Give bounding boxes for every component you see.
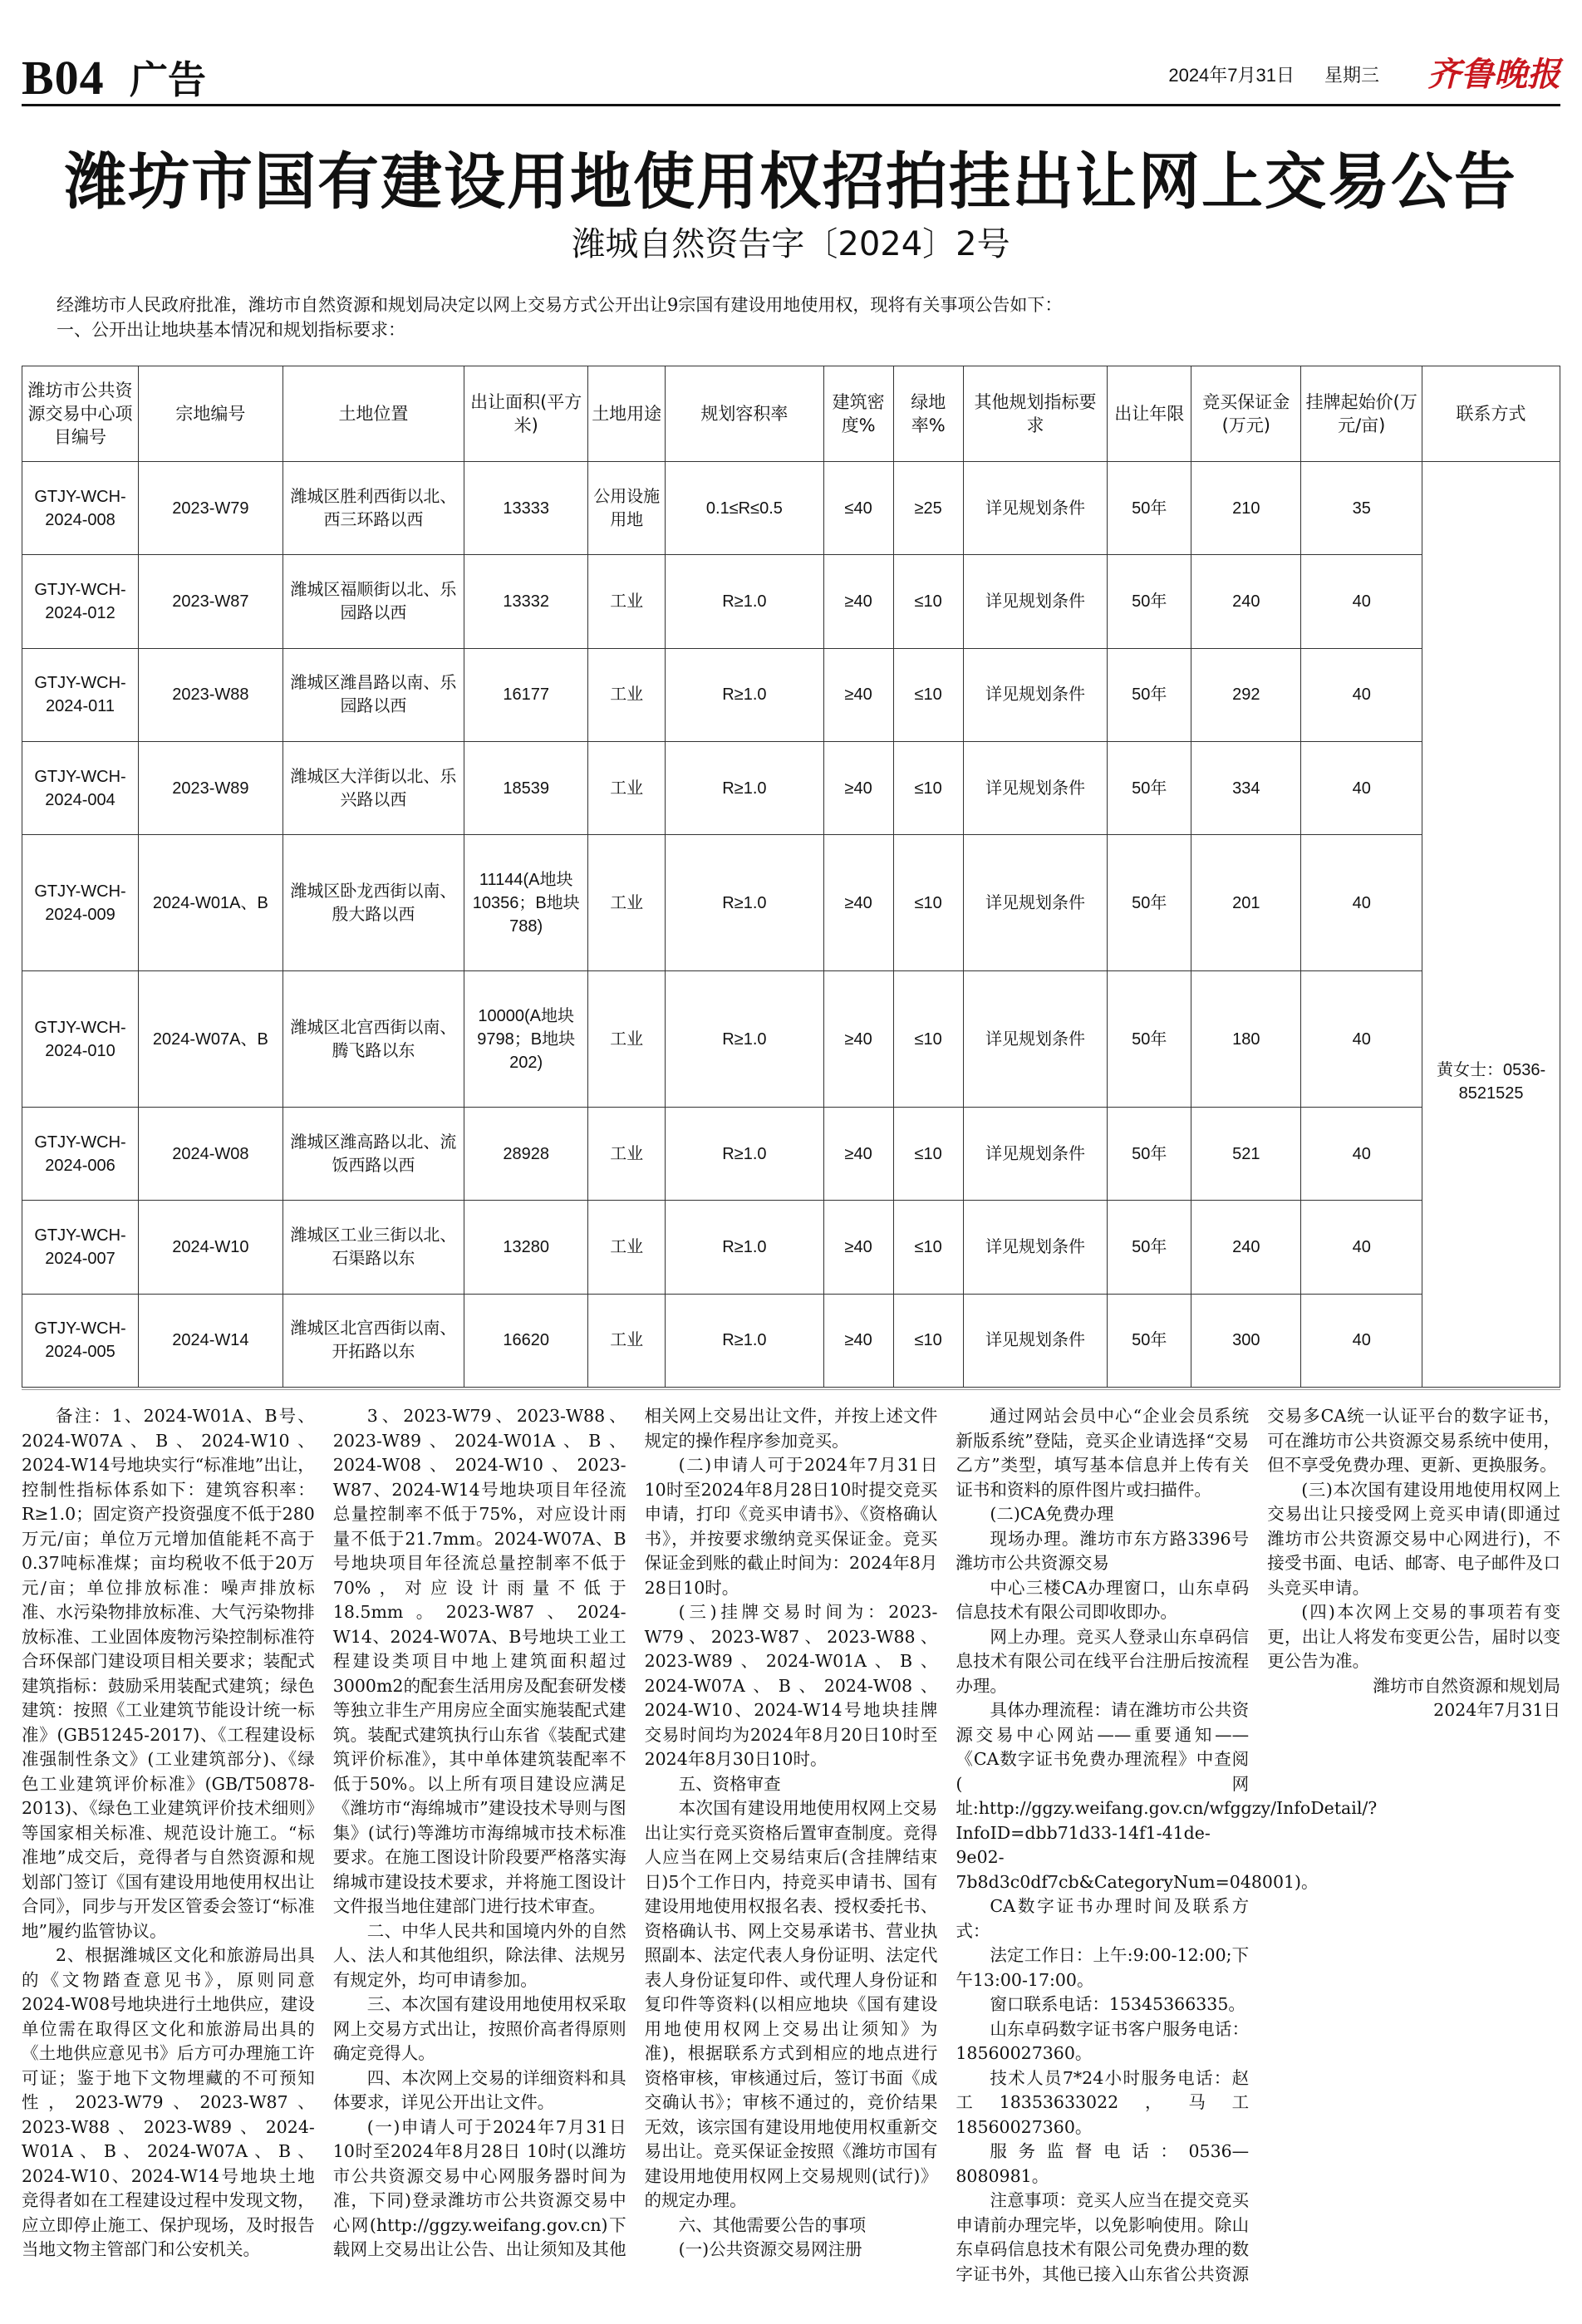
cell-area: 13332 bbox=[464, 555, 588, 648]
body-paragraph: 网上办理。竞买人登录山东卓码信息技术有限公司在线平台注册后按流程办理。 bbox=[956, 1626, 1250, 1696]
cell-location: 潍城区大洋街以北、乐兴路以西 bbox=[282, 741, 464, 834]
cell-location: 潍城区潍昌路以南、乐园路以西 bbox=[282, 648, 464, 741]
cell-parcel: 2024-W07A、B bbox=[139, 971, 283, 1108]
body-paragraph: 通过网站会员中心“企业会员系统新版系统”登陆，竞买企业请选择“交易乙方”类型，填写基本信息并上传有关证书和资料的原件图片或扫描件。 bbox=[956, 1406, 1250, 1500]
table-bottom-divider bbox=[22, 1389, 1560, 1390]
table-row bbox=[22, 835, 1560, 971]
body-paragraph: 备注：1、2024-W01A、B号、2024-W07A、B、2024-W10、2024-W14号地块实行“标准地”出让，控制性指标体系如下：建筑容积率：R≥1.0；固定资产投资强度不低于280万元/亩；单位万元增加值能耗不高于0.37吨标准煤；亩均税收不低于20万元/亩；单位排放标准：噪声排放标准、水污染物排放标准、大气污染物排放标准、工业固体废物污染控制标准符合环保部门建设项目相关要求；装配式建筑指标：鼓励采用装配式建筑；绿色建筑：按照《工业建筑节能设计统一标准》(GB51245-2017)、《工程建设标准强制性条文》(工业建筑部分)、《绿色工业建筑评价标准》(GB/T50878-2013)、《绿色工业建筑评价技术细则》等国家相关标准、规范设计施工。“标准地”成交后，竞得者与自然资源和规划部门签订《国有建设用地使用权出让合同》，同步与开发区管委会签订“标准地”履约监管协议。 bbox=[22, 1406, 315, 1941]
cell-density: ≥40 bbox=[823, 741, 893, 834]
cell-green: ≤10 bbox=[893, 1294, 963, 1387]
body-paragraph: CA数字证书办理时间及联系方式： bbox=[956, 1896, 1250, 1941]
cell-term: 50年 bbox=[1108, 971, 1191, 1108]
table-row bbox=[22, 1108, 1560, 1201]
announcement-body bbox=[22, 1404, 1560, 2310]
cell-price: 40 bbox=[1301, 835, 1422, 971]
cell-location: 潍城区工业三街以北、石渠路以东 bbox=[282, 1201, 464, 1294]
footer-issuer: 潍坊市自然资源和规划局 bbox=[1373, 1675, 1560, 1696]
cell-use: 工业 bbox=[588, 1108, 666, 1201]
column-header: 挂牌起始价(万元/亩) bbox=[1301, 366, 1422, 462]
cell-area: 13333 bbox=[464, 462, 588, 555]
cell-deposit: 210 bbox=[1191, 462, 1301, 555]
footer-date: 2024年7月31日 bbox=[1433, 1700, 1560, 1720]
cell-parcel: 2023-W89 bbox=[139, 741, 283, 834]
body-paragraph: (二)申请人可于2024年7月31日10时至2024年8月28日10时提交竞买申请，打印《竞买申请书》、《资格确认书》，并按要求缴纳竞买保证金。竞买保证金到账的截止时间为：2024年8月28日10时。 bbox=[644, 1455, 938, 1598]
table-row bbox=[22, 555, 1560, 648]
table-row bbox=[22, 971, 1560, 1108]
cell-parcel: 2024-W10 bbox=[139, 1201, 283, 1294]
cell-green: ≤10 bbox=[893, 1108, 963, 1201]
body-paragraph: 技术人员7*24小时服务电话：赵工18353633022，马工18560027360。 bbox=[956, 2067, 1250, 2137]
cell-location: 潍城区卧龙西街以南、殷大路以西 bbox=[282, 835, 464, 971]
table-row bbox=[22, 462, 1560, 555]
cell-other: 详见规划条件 bbox=[963, 1201, 1108, 1294]
cell-green: ≤10 bbox=[893, 741, 963, 834]
section-name: 广告 bbox=[130, 57, 206, 102]
cell-other: 详见规划条件 bbox=[963, 1294, 1108, 1387]
column-header: 建筑密度% bbox=[823, 366, 893, 462]
cell-price: 40 bbox=[1301, 1294, 1422, 1387]
cell-use: 公用设施用地 bbox=[588, 462, 666, 555]
table-row bbox=[22, 1294, 1560, 1387]
cell-deposit: 521 bbox=[1191, 1108, 1301, 1201]
cell-other: 详见规划条件 bbox=[963, 462, 1108, 555]
cell-term: 50年 bbox=[1108, 648, 1191, 741]
column-header: 联系方式 bbox=[1422, 366, 1560, 462]
body-paragraph: (四)本次网上交易的事项若有变更，出让人将发布变更公告，届时以变更公告为准。 bbox=[1267, 1602, 1560, 1671]
header-divider bbox=[22, 104, 1560, 106]
page-number: B04 bbox=[22, 51, 105, 105]
cell-parcel: 2024-W08 bbox=[139, 1108, 283, 1201]
cell-area: 18539 bbox=[464, 741, 588, 834]
body-paragraph: 现场办理。潍坊市东方路3396号潍坊市公共资源交易 bbox=[956, 1528, 1250, 1573]
column-header: 出让面积(平方米) bbox=[464, 366, 588, 462]
cell-other: 详见规划条件 bbox=[963, 741, 1108, 834]
cell-deposit: 201 bbox=[1191, 835, 1301, 971]
cell-green: ≤10 bbox=[893, 555, 963, 648]
cell-location: 潍城区潍高路以北、流饭西路以西 bbox=[282, 1108, 464, 1201]
cell-far: R≥1.0 bbox=[666, 648, 823, 741]
cell-area: 11144(A地块10356；B地块788) bbox=[464, 835, 588, 971]
cell-location: 潍城区北宫西街以南、开拓路以东 bbox=[282, 1294, 464, 1387]
column-header: 竞买保证金(万元) bbox=[1191, 366, 1301, 462]
cell-green: ≤10 bbox=[893, 1201, 963, 1294]
body-paragraph: 注意事项：竞买人应当在提交竞买申请前办理完毕，以免影响使用。除山东卓码信息技术有限公司免费办理的数字证书外，其他已接入山东省公共资源交易多CA统一认证平台的数字证书，可在潍坊市公共资源交易系统中使用，但不享受免费办理、更新、更换服务。 bbox=[956, 1406, 1560, 2284]
cell-location: 潍城区北宫西街以南、腾飞路以东 bbox=[282, 971, 464, 1108]
column-header: 土地用途 bbox=[588, 366, 666, 462]
cell-other: 详见规划条件 bbox=[963, 971, 1108, 1108]
body-paragraph: 具体办理流程：请在潍坊市公共资源交易中心网站——重要通知——《CA数字证书免费办理流程》中查阅(网址:http://ggzy.weifang.gov.cn/wfggzy/InfoDetail/?InfoID=dbb71d33-14f1-41de-9e02-7b8d3c0df7cb&CategoryNum=048001)。 bbox=[956, 1700, 1378, 1892]
cell-far: R≥1.0 bbox=[666, 1201, 823, 1294]
cell-code: GTJY-WCH-2024-005 bbox=[22, 1294, 139, 1387]
cell-term: 50年 bbox=[1108, 835, 1191, 971]
column-header: 绿地率% bbox=[893, 366, 963, 462]
cell-term: 50年 bbox=[1108, 1108, 1191, 1201]
cell-parcel: 2023-W79 bbox=[139, 462, 283, 555]
cell-density: ≥40 bbox=[823, 555, 893, 648]
table-body bbox=[22, 462, 1560, 1388]
cell-area: 10000(A地块9798；B地块202) bbox=[464, 971, 588, 1108]
intro-line: 一、公开出让地块基本情况和规划指标要求： bbox=[56, 320, 405, 340]
body-paragraph: (三)挂牌交易时间为：2023-W79、2023-W87、2023-W88、2023-W89、2024-W01A、B、2024-W07A、B、2024-W08、2024-W10、2024-W14号地块挂牌交易时间均为2024年8月20日10时至2024年8月30日10时。 bbox=[644, 1602, 938, 1769]
intro-line: 经潍坊市人民政府批准，潍坊市自然资源和规划局决定以网上交易方式公开出让9宗国有建设用地使用权，现将有关事项公告如下： bbox=[56, 295, 1063, 315]
body-paragraph: 四、本次网上交易的详细资料和具体要求，详见公开出让文件。 bbox=[332, 2067, 626, 2112]
cell-price: 40 bbox=[1301, 741, 1422, 834]
cell-far: R≥1.0 bbox=[666, 1108, 823, 1201]
cell-density: ≥40 bbox=[823, 1201, 893, 1294]
cell-price: 40 bbox=[1301, 971, 1422, 1108]
cell-price: 40 bbox=[1301, 1108, 1422, 1201]
cell-density: ≥40 bbox=[823, 835, 893, 971]
cell-use: 工业 bbox=[588, 835, 666, 971]
column-header: 宗地编号 bbox=[139, 366, 283, 462]
cell-term: 50年 bbox=[1108, 462, 1191, 555]
body-paragraph: 二、中华人民共和国境内外的自然人、法人和其他组织，除法律、法规另有规定外，均可申请参加。 bbox=[332, 1920, 626, 1990]
cell-parcel: 2023-W87 bbox=[139, 555, 283, 648]
cell-use: 工业 bbox=[588, 648, 666, 741]
cell-other: 详见规划条件 bbox=[963, 835, 1108, 971]
cell-density: ≥40 bbox=[823, 648, 893, 741]
cell-area: 13280 bbox=[464, 1201, 588, 1294]
cell-code: GTJY-WCH-2024-004 bbox=[22, 741, 139, 834]
body-paragraph: 六、其他需要公告的事项 bbox=[678, 2214, 867, 2235]
body-paragraph: 山东卓码数字证书客户服务电话：18560027360。 bbox=[956, 2018, 1250, 2063]
cell-deposit: 300 bbox=[1191, 1294, 1301, 1387]
cell-green: ≤10 bbox=[893, 648, 963, 741]
cell-location: 潍城区福顺街以北、乐园路以西 bbox=[282, 555, 464, 648]
cell-price: 35 bbox=[1301, 462, 1422, 555]
table-header-row bbox=[22, 366, 1560, 462]
cell-green: ≤10 bbox=[893, 835, 963, 971]
cell-code: GTJY-WCH-2024-006 bbox=[22, 1108, 139, 1201]
cell-use: 工业 bbox=[588, 1294, 666, 1387]
cell-price: 40 bbox=[1301, 555, 1422, 648]
cell-far: R≥1.0 bbox=[666, 555, 823, 648]
cell-other: 详见规划条件 bbox=[963, 1108, 1108, 1201]
cell-deposit: 240 bbox=[1191, 555, 1301, 648]
body-paragraph: 五、资格审查 bbox=[678, 1773, 781, 1794]
cell-deposit: 180 bbox=[1191, 971, 1301, 1108]
cell-density: ≥40 bbox=[823, 971, 893, 1108]
cell-density: ≤40 bbox=[823, 462, 893, 555]
body-paragraph: (一)申请人可于2024年7月31日10时至2024年8月28日 10时(以潍坊市公共资源交易中心网服务器时间为准，下同)登录潍坊市公共资源交易中心网(http://ggzy.weifang.gov.cn)下载网上交易出让公告、出让须知及其他相关网上交易出让文件，并按上述文件规定的操作程序参加竞买。 bbox=[332, 1406, 938, 2259]
cell-deposit: 240 bbox=[1191, 1201, 1301, 1294]
cell-far: R≥1.0 bbox=[666, 741, 823, 834]
cell-far: R≥1.0 bbox=[666, 1294, 823, 1387]
cell-area: 16620 bbox=[464, 1294, 588, 1387]
parcel-table bbox=[22, 366, 1560, 1388]
cell-use: 工业 bbox=[588, 741, 666, 834]
cell-term: 50年 bbox=[1108, 1201, 1191, 1294]
cell-code: GTJY-WCH-2024-011 bbox=[22, 648, 139, 741]
table-row bbox=[22, 1201, 1560, 1294]
cell-code: GTJY-WCH-2024-010 bbox=[22, 971, 139, 1108]
cell-area: 16177 bbox=[464, 648, 588, 741]
column-header: 土地位置 bbox=[282, 366, 464, 462]
body-paragraph: 窗口联系电话：15345366335。 bbox=[990, 1994, 1245, 2014]
column-header: 规划容积率 bbox=[666, 366, 823, 462]
cell-location: 潍城区胜利西街以北、西三环路以西 bbox=[282, 462, 464, 555]
cell-deposit: 292 bbox=[1191, 648, 1301, 741]
cell-parcel: 2024-W14 bbox=[139, 1294, 283, 1387]
cell-price: 40 bbox=[1301, 648, 1422, 741]
body-paragraph: 本次国有建设用地使用权网上交易出让实行竞买资格后置审查制度。竞得人应当在网上交易结束后(含挂牌结束日)5个工作日内，持竞买申请书、国有建设用地使用权报名表、授权委托书、资格确认书、网上交易承诺书、营业执照副本、法定代表人身份证明、法定代表人身份证复印件、或代理人身份证和复印件等资料(以相应地块《国有建设用地使用权网上交易出让须知》为准)，根据联系方式到相应的地点进行资格审核，审核通过后，签订书面《成交确认书》；审核不通过的，竞价结果无效，该宗国有建设用地使用权重新交易出让。竞买保证金按照《潍坊市国有建设用地使用权网上交易规则(试行)》的规定办理。 bbox=[644, 1798, 938, 2210]
cell-code: GTJY-WCH-2024-007 bbox=[22, 1201, 139, 1294]
intro bbox=[22, 292, 1560, 342]
contact-cell: 黄女士：0536-8521525 bbox=[1422, 462, 1560, 1388]
cell-use: 工业 bbox=[588, 1201, 666, 1294]
cell-use: 工业 bbox=[588, 971, 666, 1108]
body-paragraph: 三、本次国有建设用地使用权采取网上交易方式出让，按照价高者得原则确定竞得人。 bbox=[332, 1994, 626, 2063]
cell-other: 详见规划条件 bbox=[963, 648, 1108, 741]
document-number: 潍城自然资告字〔2024〕2号 bbox=[572, 225, 1010, 263]
issue-weekday: 星期三 bbox=[1324, 66, 1379, 86]
body-paragraph: 中心三楼CA办理窗口，山东卓码信息技术有限公司即收即办。 bbox=[956, 1577, 1250, 1622]
cell-far: R≥1.0 bbox=[666, 971, 823, 1108]
cell-code: GTJY-WCH-2024-008 bbox=[22, 462, 139, 555]
body-paragraph: 法定工作日：上午:9:00-12:00;下午13:00-17:00。 bbox=[956, 1945, 1250, 1990]
cell-green: ≥25 bbox=[893, 462, 963, 555]
column-header: 其他规划指标要求 bbox=[963, 366, 1108, 462]
cell-term: 50年 bbox=[1108, 741, 1191, 834]
cell-green: ≤10 bbox=[893, 971, 963, 1108]
cell-far: R≥1.0 bbox=[666, 835, 823, 971]
body-paragraph: 3、2023-W79、2023-W88、2023-W89、2024-W01A、B、2024-W08、2024-W10、2023-W87、2024-W14号地块项目年径流总量控制率不低于75%，对应设计雨量不低于21.7mm。2024-W07A、B号地块项目年径流总量控制率不低于70%，对应设计雨量不低于18.5mm。2023-W87、2024-W14、2024-W07A、B号地块工业工程建设类项目中地上建筑面积超过3000m2的配套生活用房及配套研发楼等独立非生产用房应全面实施装配式建筑。装配式建筑执行山东省《装配式建筑评价标准》，其中单体建筑装配率不低于50%。以上所有项目建设应满足《潍坊市“海绵城市”建设技术导则与图集》(试行)等潍坊市海绵城市技术标准要求。在施工图设计阶段要严格落实海绵城市建设技术要求，并将施工图设计文件报当地住建部门进行技术审查。 bbox=[332, 1406, 626, 1916]
page-header bbox=[22, 15, 1560, 106]
table-row bbox=[22, 741, 1560, 834]
newspaper-logo: 齐鲁晚报 bbox=[1427, 55, 1560, 94]
cell-code: GTJY-WCH-2024-012 bbox=[22, 555, 139, 648]
cell-far: 0.1≤R≤0.5 bbox=[666, 462, 823, 555]
column-header: 出让年限 bbox=[1108, 366, 1191, 462]
cell-price: 40 bbox=[1301, 1201, 1422, 1294]
cell-code: GTJY-WCH-2024-009 bbox=[22, 835, 139, 971]
body-paragraph: (一)公共资源交易网注册 bbox=[678, 2239, 862, 2259]
cell-parcel: 2023-W88 bbox=[139, 648, 283, 741]
cell-term: 50年 bbox=[1108, 555, 1191, 648]
body-paragraph: 服务监督电话：0536—8080981。 bbox=[956, 2141, 1250, 2186]
cell-density: ≥40 bbox=[823, 1108, 893, 1201]
issue-date: 2024年7月31日 bbox=[1168, 65, 1295, 86]
cell-parcel: 2024-W01A、B bbox=[139, 835, 283, 971]
body-paragraph: 2、根据潍城区文化和旅游局出具的《文物踏查意见书》，原则同意2024-W08号地块进行土地供应，建设单位需在取得区文化和旅游局出具的《土地供应意见书》后方可办理施工许可证；鉴于地下文物埋藏的不可预知性，2023-W79、2023-W87、2023-W88、2023-W89、2024-W01A、B、2024-W07A、B、2024-W10、2024-W14号地块土地竞得者如在工程建设过程中发现文物，应立即停止施工、保护现场，及时报告当地文物主管部门和公安机关。 bbox=[22, 1945, 315, 2259]
body-paragraph: (三)本次国有建设用地使用权网上交易出让只接受网上竞买申请(即通过潍坊市公共资源交易中心网进行)，不接受书面、电话、邮寄、电子邮件及口头竞买申请。 bbox=[1267, 1479, 1560, 1598]
cell-use: 工业 bbox=[588, 555, 666, 648]
body-paragraph: (二)CA免费办理 bbox=[990, 1504, 1114, 1524]
cell-other: 详见规划条件 bbox=[963, 555, 1108, 648]
cell-area: 28928 bbox=[464, 1108, 588, 1201]
cell-term: 50年 bbox=[1108, 1294, 1191, 1387]
cell-deposit: 334 bbox=[1191, 741, 1301, 834]
table-row bbox=[22, 648, 1560, 741]
cell-density: ≥40 bbox=[823, 1294, 893, 1387]
page-title: 潍坊市国有建设用地使用权招拍挂出让网上交易公告 bbox=[65, 146, 1517, 218]
column-header: 潍坊市公共资源交易中心项目编号 bbox=[22, 366, 139, 462]
